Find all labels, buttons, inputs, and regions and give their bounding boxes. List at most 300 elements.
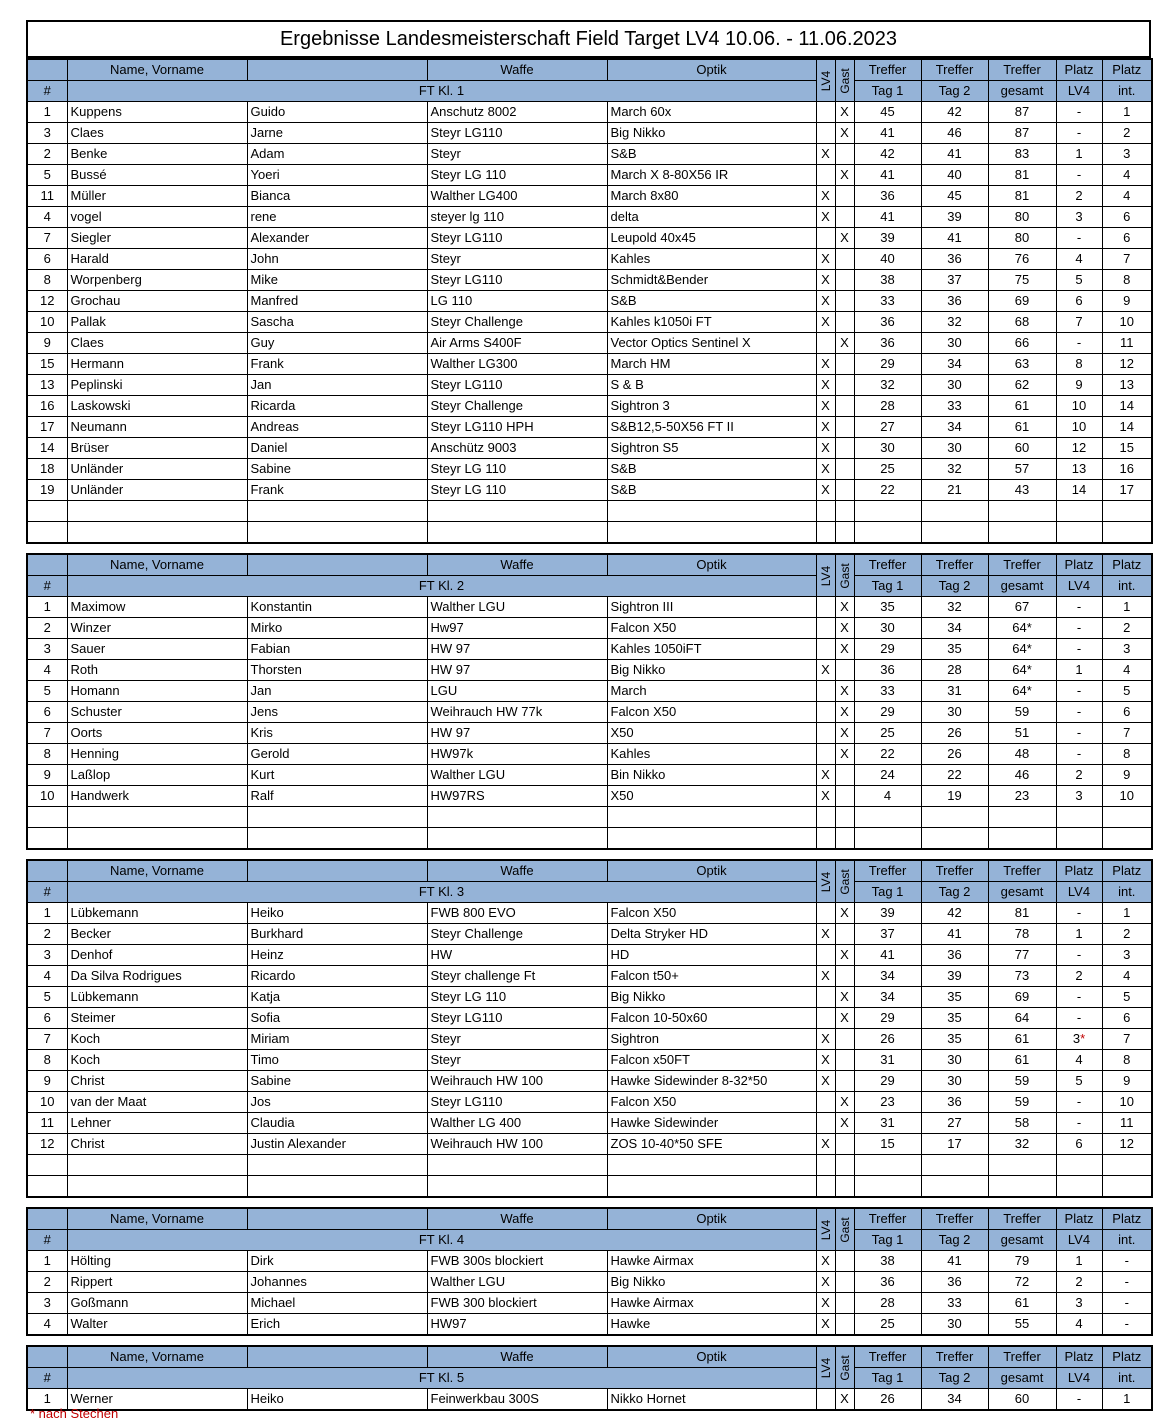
first-name-cell: Ricardo	[247, 966, 427, 987]
last-name-cell: Christ	[67, 1134, 247, 1155]
rank-int-cell: 7	[1102, 1029, 1152, 1050]
guest-mark-cell	[835, 186, 854, 207]
hits-day2-cell: 27	[921, 1113, 988, 1134]
lv4-mark-cell: X	[816, 312, 835, 333]
first-name-cell: Jarne	[247, 123, 427, 144]
header-name: Name, Vorname	[67, 554, 247, 576]
empty-cell	[816, 828, 835, 850]
start-no-cell: 9	[27, 765, 67, 786]
empty-cell	[854, 522, 921, 544]
guest-mark-cell: X	[835, 123, 854, 144]
start-no-cell: 2	[27, 618, 67, 639]
header-blank-cell	[27, 860, 67, 882]
header-tag2: Tag 2	[921, 576, 988, 597]
rank-lv4-cell: 7	[1056, 312, 1102, 333]
scope-cell: Big Nikko	[607, 123, 816, 144]
rank-int-cell: 9	[1102, 765, 1152, 786]
empty-cell	[988, 807, 1056, 828]
start-no-cell: 10	[27, 786, 67, 807]
empty-cell	[1102, 807, 1152, 828]
hits-day1-cell: 38	[854, 1251, 921, 1272]
hits-total-cell: 80	[988, 207, 1056, 228]
hits-day1-cell: 26	[854, 1389, 921, 1411]
table-row	[27, 945, 1152, 966]
guest-mark-cell	[835, 966, 854, 987]
weapon-cell: HW	[427, 945, 607, 966]
rank-int-cell: 6	[1102, 1008, 1152, 1029]
hits-total-cell: 61	[988, 1029, 1056, 1050]
header-optik: Optik	[607, 1346, 816, 1368]
hits-day1-cell: 37	[854, 924, 921, 945]
weapon-cell: HW97k	[427, 744, 607, 765]
results-sheet	[26, 20, 1151, 1411]
guest-mark-cell: X	[835, 102, 854, 123]
table-row	[27, 924, 1152, 945]
header-platz-int: Platz	[1102, 1208, 1152, 1230]
hits-day2-cell: 36	[921, 291, 988, 312]
hits-day2-cell: 33	[921, 1293, 988, 1314]
lv4-mark-cell	[816, 1389, 835, 1411]
header-blank-cell	[27, 1346, 67, 1368]
scope-cell: Big Nikko	[607, 1272, 816, 1293]
table-row	[27, 312, 1152, 333]
table-row	[27, 723, 1152, 744]
rank-lv4-cell: -	[1056, 1008, 1102, 1029]
hits-day2-cell: 40	[921, 165, 988, 186]
hits-day2-cell: 35	[921, 1029, 988, 1050]
scope-cell: Falcon 10-50x60	[607, 1008, 816, 1029]
header-treffer-tag1: Treffer	[854, 1208, 921, 1230]
rank-int-cell: 15	[1102, 438, 1152, 459]
header-name: Name, Vorname	[67, 1346, 247, 1368]
hits-day2-cell: 34	[921, 618, 988, 639]
table-row	[27, 597, 1152, 618]
empty-cell	[427, 501, 607, 522]
hits-day1-cell: 22	[854, 480, 921, 501]
header-blank-cell	[247, 1346, 427, 1368]
table-row	[27, 1293, 1152, 1314]
last-name-cell: Hölting	[67, 1251, 247, 1272]
hits-day2-cell: 30	[921, 333, 988, 354]
rank-int-cell: 9	[1102, 1071, 1152, 1092]
table-row	[27, 165, 1152, 186]
hits-day1-cell: 22	[854, 744, 921, 765]
guest-mark-cell: X	[835, 1389, 854, 1411]
last-name-cell: Henning	[67, 744, 247, 765]
last-name-cell: Oorts	[67, 723, 247, 744]
first-name-cell: Mike	[247, 270, 427, 291]
lv4-mark-cell: X	[816, 249, 835, 270]
empty-cell	[247, 1176, 427, 1198]
rank-lv4-cell: -	[1056, 1389, 1102, 1411]
empty-cell	[921, 828, 988, 850]
hits-total-cell: 61	[988, 1293, 1056, 1314]
last-name-cell: Lehner	[67, 1113, 247, 1134]
rank-lv4-cell: -	[1056, 903, 1102, 924]
start-no-cell: 3	[27, 945, 67, 966]
empty-cell	[816, 501, 835, 522]
last-name-cell: Winzer	[67, 618, 247, 639]
class-name: FT Kl. 5	[67, 1368, 816, 1389]
hits-day1-cell: 29	[854, 639, 921, 660]
header-lv4-text: LV4	[818, 70, 833, 91]
hits-total-cell: 59	[988, 1092, 1056, 1113]
guest-mark-cell	[835, 1050, 854, 1071]
lv4-mark-cell	[816, 702, 835, 723]
guest-mark-cell: X	[835, 1113, 854, 1134]
empty-cell	[854, 501, 921, 522]
empty-cell	[427, 807, 607, 828]
start-no-cell: 6	[27, 1008, 67, 1029]
header-int-sub: int.	[1102, 882, 1152, 903]
lv4-mark-cell: X	[816, 144, 835, 165]
header-blank-cell	[27, 554, 67, 576]
rank-int-cell: 13	[1102, 375, 1152, 396]
scope-cell: March	[607, 681, 816, 702]
start-no-cell: 4	[27, 660, 67, 681]
rank-lv4-cell: 1	[1056, 1251, 1102, 1272]
rank-lv4-cell: 3*	[1056, 1029, 1102, 1050]
hits-total-cell: 61	[988, 417, 1056, 438]
header-tag2: Tag 2	[921, 882, 988, 903]
weapon-cell: Walther LG 400	[427, 1113, 607, 1134]
hits-total-cell: 79	[988, 1251, 1056, 1272]
rank-int-cell: 11	[1102, 1113, 1152, 1134]
scope-cell: S & B	[607, 375, 816, 396]
header-rank: #	[27, 1368, 67, 1389]
weapon-cell: Anschütz 9003	[427, 438, 607, 459]
empty-cell	[247, 501, 427, 522]
hits-day1-cell: 30	[854, 438, 921, 459]
hits-day1-cell: 41	[854, 123, 921, 144]
table-row	[27, 1092, 1152, 1113]
start-no-cell: 1	[27, 1389, 67, 1411]
header-gesamt: gesamt	[988, 1368, 1056, 1389]
hits-day2-cell: 42	[921, 102, 988, 123]
last-name-cell: Müller	[67, 186, 247, 207]
class-name: FT Kl. 3	[67, 882, 816, 903]
hits-day1-cell: 40	[854, 249, 921, 270]
class-name: FT Kl. 1	[67, 81, 816, 102]
scope-cell: Kahles	[607, 744, 816, 765]
rank-int-cell: 1	[1102, 1389, 1152, 1411]
weapon-cell: HW 97	[427, 660, 607, 681]
empty-cell	[854, 1155, 921, 1176]
header-blank-cell	[27, 59, 67, 81]
section-gap	[26, 850, 1151, 859]
first-name-cell: Konstantin	[247, 597, 427, 618]
scope-cell: delta	[607, 207, 816, 228]
table-row	[27, 1113, 1152, 1134]
scope-cell: Nikko Hornet	[607, 1389, 816, 1411]
empty-cell	[1102, 1176, 1152, 1198]
hits-day1-cell: 35	[854, 597, 921, 618]
hits-day1-cell: 15	[854, 1134, 921, 1155]
hits-day2-cell: 34	[921, 354, 988, 375]
hits-total-cell: 64	[988, 1008, 1056, 1029]
lv4-mark-cell: X	[816, 1050, 835, 1071]
rank-lv4-cell: -	[1056, 723, 1102, 744]
weapon-cell: Walther LG400	[427, 186, 607, 207]
rank-lv4-cell: 6	[1056, 1134, 1102, 1155]
rank-int-cell: 8	[1102, 1050, 1152, 1071]
lv4-mark-cell: X	[816, 396, 835, 417]
weapon-cell: Steyr LG 110	[427, 987, 607, 1008]
rank-lv4-cell: 4	[1056, 1050, 1102, 1071]
first-name-cell: Michael	[247, 1293, 427, 1314]
header-row	[27, 860, 1152, 882]
hits-day2-cell: 41	[921, 924, 988, 945]
empty-cell	[1056, 807, 1102, 828]
table-row	[27, 786, 1152, 807]
rank-lv4-cell: 6	[1056, 291, 1102, 312]
scope-cell: Falcon X50	[607, 903, 816, 924]
table-row	[27, 702, 1152, 723]
scope-cell: Sightron III	[607, 597, 816, 618]
results-table	[26, 859, 1153, 1198]
empty-cell	[988, 522, 1056, 544]
empty-cell	[67, 807, 247, 828]
lv4-mark-cell: X	[816, 438, 835, 459]
header-treffer-tag1: Treffer	[854, 554, 921, 576]
rank-lv4-cell: 12	[1056, 438, 1102, 459]
header-int-sub: int.	[1102, 1230, 1152, 1251]
empty-cell	[67, 1155, 247, 1176]
hits-total-cell: 81	[988, 186, 1056, 207]
start-no-cell: 10	[27, 312, 67, 333]
table-row	[27, 765, 1152, 786]
hits-day2-cell: 45	[921, 186, 988, 207]
empty-cell	[607, 1176, 816, 1198]
empty-cell	[921, 501, 988, 522]
header-tag1: Tag 1	[854, 1368, 921, 1389]
table-row	[27, 1272, 1152, 1293]
hits-day1-cell: 27	[854, 417, 921, 438]
weapon-cell: Steyr	[427, 144, 607, 165]
results-table	[26, 1345, 1153, 1411]
table-row	[27, 480, 1152, 501]
hits-day1-cell: 36	[854, 333, 921, 354]
empty-cell	[27, 501, 67, 522]
header-row	[27, 1346, 1152, 1368]
rank-lv4-cell: -	[1056, 744, 1102, 765]
hits-day1-cell: 41	[854, 207, 921, 228]
hits-total-cell: 83	[988, 144, 1056, 165]
header-lv4-sub: LV4	[1056, 81, 1102, 102]
empty-cell	[247, 807, 427, 828]
lv4-mark-cell	[816, 744, 835, 765]
last-name-cell: Unländer	[67, 480, 247, 501]
first-name-cell: Justin Alexander	[247, 1134, 427, 1155]
scope-cell: Vector Optics Sentinel X	[607, 333, 816, 354]
table-row	[27, 1029, 1152, 1050]
rank-lv4-cell: -	[1056, 597, 1102, 618]
weapon-cell: Steyr	[427, 1029, 607, 1050]
hits-day2-cell: 30	[921, 1071, 988, 1092]
hits-day2-cell: 42	[921, 903, 988, 924]
rank-int-cell: 12	[1102, 1134, 1152, 1155]
weapon-cell: Steyr LG110	[427, 123, 607, 144]
rank-lv4-cell: 4	[1056, 249, 1102, 270]
weapon-cell: FWB 300 blockiert	[427, 1293, 607, 1314]
empty-cell	[1056, 828, 1102, 850]
empty-cell	[1056, 522, 1102, 544]
empty-cell	[27, 1155, 67, 1176]
rank-int-cell: 3	[1102, 639, 1152, 660]
rank-int-cell: 4	[1102, 966, 1152, 987]
header-treffer-tag2: Treffer	[921, 59, 988, 81]
empty-cell	[67, 1176, 247, 1198]
header-treffer-gesamt: Treffer	[988, 1346, 1056, 1368]
header-name: Name, Vorname	[67, 59, 247, 81]
weapon-cell: Feinwerkbau 300S	[427, 1389, 607, 1411]
header-gesamt: gesamt	[988, 576, 1056, 597]
empty-row	[27, 501, 1152, 522]
first-name-cell: Jens	[247, 702, 427, 723]
hits-total-cell: 60	[988, 438, 1056, 459]
rank-lv4-cell: 3	[1056, 1293, 1102, 1314]
hits-day2-cell: 33	[921, 396, 988, 417]
header-platz-lv4: Platz	[1056, 554, 1102, 576]
hits-day2-cell: 36	[921, 1272, 988, 1293]
guest-mark-cell	[835, 417, 854, 438]
lv4-mark-cell: X	[816, 1134, 835, 1155]
start-no-cell: 8	[27, 1050, 67, 1071]
scope-cell: Leupold 40x45	[607, 228, 816, 249]
hits-day1-cell: 36	[854, 312, 921, 333]
lv4-mark-cell	[816, 618, 835, 639]
start-no-cell: 5	[27, 681, 67, 702]
table-row	[27, 354, 1152, 375]
rank-lv4-cell: -	[1056, 165, 1102, 186]
header-tag2: Tag 2	[921, 1230, 988, 1251]
first-name-cell: Miriam	[247, 1029, 427, 1050]
hits-day2-cell: 46	[921, 123, 988, 144]
start-no-cell: 2	[27, 1272, 67, 1293]
rank-int-cell: 10	[1102, 312, 1152, 333]
header-optik: Optik	[607, 860, 816, 882]
lv4-mark-cell	[816, 681, 835, 702]
empty-cell	[835, 522, 854, 544]
lv4-mark-cell: X	[816, 354, 835, 375]
header-tag1: Tag 1	[854, 576, 921, 597]
rank-int-cell: 6	[1102, 207, 1152, 228]
header-int-sub: int.	[1102, 81, 1152, 102]
header-platz-lv4: Platz	[1056, 860, 1102, 882]
last-name-cell: Hermann	[67, 354, 247, 375]
rank-int-cell: 10	[1102, 786, 1152, 807]
weapon-cell: Walther LG300	[427, 354, 607, 375]
header-lv4	[816, 554, 835, 597]
first-name-cell: Claudia	[247, 1113, 427, 1134]
hits-total-cell: 78	[988, 924, 1056, 945]
header-lv4-text: LV4	[818, 1219, 833, 1240]
first-name-cell: Gerold	[247, 744, 427, 765]
rank-int-cell: 1	[1102, 597, 1152, 618]
weapon-cell: Steyr Challenge	[427, 396, 607, 417]
guest-mark-cell	[835, 459, 854, 480]
rank-lv4-cell: -	[1056, 681, 1102, 702]
start-no-cell: 1	[27, 903, 67, 924]
last-name-cell: Denhof	[67, 945, 247, 966]
hits-day1-cell: 29	[854, 1071, 921, 1092]
start-no-cell: 3	[27, 1293, 67, 1314]
rank-lv4-cell: 3	[1056, 786, 1102, 807]
empty-cell	[27, 1176, 67, 1198]
last-name-cell: Da Silva Rodrigues	[67, 966, 247, 987]
rank-lv4-cell: -	[1056, 618, 1102, 639]
last-name-cell: Brüser	[67, 438, 247, 459]
rank-int-cell: 7	[1102, 249, 1152, 270]
rank-lv4-cell: 8	[1056, 354, 1102, 375]
empty-cell	[835, 1176, 854, 1198]
weapon-cell: FWB 300s blockiert	[427, 1251, 607, 1272]
hits-day2-cell: 34	[921, 417, 988, 438]
guest-mark-cell	[835, 1272, 854, 1293]
table-row	[27, 291, 1152, 312]
hits-total-cell: 61	[988, 1050, 1056, 1071]
start-no-cell: 4	[27, 207, 67, 228]
last-name-cell: Neumann	[67, 417, 247, 438]
empty-cell	[988, 1155, 1056, 1176]
empty-cell	[854, 807, 921, 828]
scope-cell: March 8x80	[607, 186, 816, 207]
lv4-mark-cell	[816, 1092, 835, 1113]
header-row-2	[27, 882, 1152, 903]
scope-cell: Schmidt&Bender	[607, 270, 816, 291]
start-no-cell: 3	[27, 639, 67, 660]
first-name-cell: Frank	[247, 480, 427, 501]
guest-mark-cell: X	[835, 1092, 854, 1113]
start-no-cell: 1	[27, 102, 67, 123]
rank-int-cell: 3	[1102, 144, 1152, 165]
last-name-cell: Werner	[67, 1389, 247, 1411]
table-row	[27, 1008, 1152, 1029]
rank-int-cell: 17	[1102, 480, 1152, 501]
hits-total-cell: 81	[988, 903, 1056, 924]
weapon-cell: HW 97	[427, 723, 607, 744]
weapon-cell: Air Arms S400F	[427, 333, 607, 354]
hits-day2-cell: 30	[921, 1314, 988, 1336]
lv4-mark-cell: X	[816, 966, 835, 987]
rank-lv4-cell: 13	[1056, 459, 1102, 480]
hits-day1-cell: 39	[854, 228, 921, 249]
guest-mark-cell	[835, 144, 854, 165]
lv4-mark-cell: X	[816, 1272, 835, 1293]
first-name-cell: Sabine	[247, 1071, 427, 1092]
start-no-cell: 5	[27, 987, 67, 1008]
scope-cell: Falcon X50	[607, 1092, 816, 1113]
guest-mark-cell	[835, 1293, 854, 1314]
hits-day1-cell: 32	[854, 375, 921, 396]
header-blank-cell	[247, 554, 427, 576]
scope-cell: Hawke	[607, 1314, 816, 1336]
rank-lv4-cell: 1	[1056, 924, 1102, 945]
header-platz-int: Platz	[1102, 860, 1152, 882]
last-name-cell: Schuster	[67, 702, 247, 723]
header-lv4	[816, 1208, 835, 1251]
rank-int-cell: 16	[1102, 459, 1152, 480]
rank-int-cell: 9	[1102, 291, 1152, 312]
hits-total-cell: 59	[988, 1071, 1056, 1092]
start-no-cell: 1	[27, 597, 67, 618]
first-name-cell: Jan	[247, 681, 427, 702]
rank-int-cell: -	[1102, 1293, 1152, 1314]
empty-cell	[427, 1155, 607, 1176]
hits-day2-cell: 39	[921, 966, 988, 987]
rank-int-cell: 2	[1102, 123, 1152, 144]
header-platz-int: Platz	[1102, 554, 1152, 576]
